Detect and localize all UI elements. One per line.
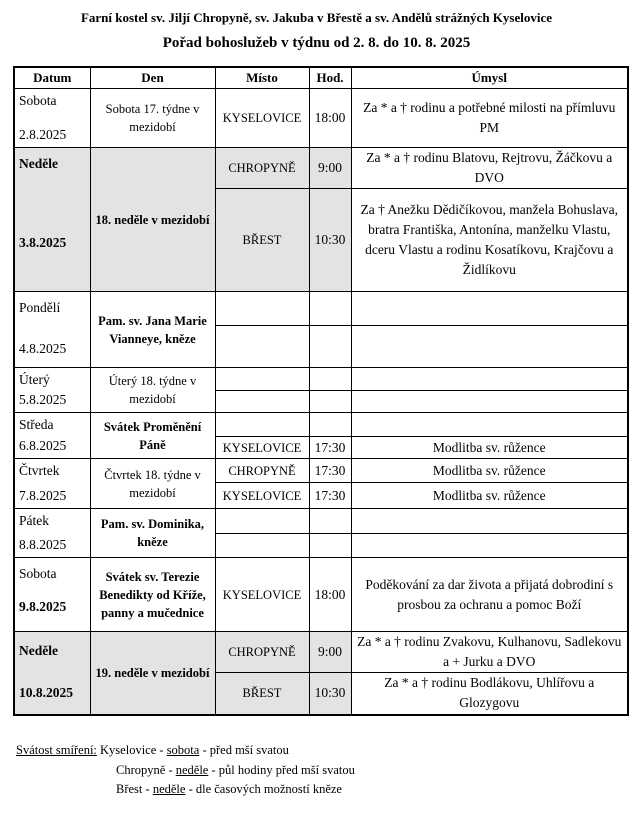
liturgical-day: Pam. sv. Dominika, kněze — [90, 509, 215, 558]
liturgical-day: Pam. sv. Jana Marie Vianneye, kněze — [90, 292, 215, 368]
confession-note-line3 — [116, 782, 342, 797]
date: 3.8.2025 — [19, 235, 67, 250]
intention: Modlitba sv. růžence — [351, 459, 628, 483]
liturgical-day: 19. neděle v mezidobí — [90, 632, 215, 715]
place: KYSELOVICE — [215, 437, 309, 459]
confession-day: neděle — [152, 782, 186, 796]
col-header-misto: Místo — [215, 67, 309, 89]
place: CHROPYNĚ — [215, 459, 309, 483]
intention: Modlitba sv. růžence — [351, 437, 628, 459]
intention: Za † Anežku Dědičíkovou, manžela Bohuslava, bratra Františka, Antonína, manželku Vlastu, dceru Vlastu a rodinu Kosatíkovu, Krajčovu a Židlíkovu — [351, 189, 628, 292]
intention: Poděkování za dar života a přijatá dobrodiní s prosbou za ochranu a pomoc Boží — [351, 558, 628, 632]
confession-place: Břest — [116, 782, 143, 796]
intention — [351, 292, 628, 326]
place — [215, 391, 309, 413]
date-cell — [14, 459, 90, 509]
confession-time: - dle časových možností kněze — [185, 782, 342, 796]
place: BŘEST — [215, 189, 309, 292]
time — [309, 292, 351, 326]
table-row — [14, 148, 628, 189]
day-name: Úterý — [19, 372, 50, 387]
table-row — [14, 509, 628, 534]
date-cell — [14, 89, 90, 148]
col-header-den: Den — [90, 67, 215, 89]
intention — [351, 509, 628, 534]
day-name: Sobota — [19, 93, 57, 108]
confession-day: sobota — [166, 743, 200, 757]
time — [309, 391, 351, 413]
table-row — [14, 368, 628, 391]
time: 18:00 — [309, 558, 351, 632]
time: 17:30 — [309, 459, 351, 483]
date-cell — [14, 368, 90, 413]
intention — [351, 326, 628, 368]
day-name: Neděle — [19, 156, 58, 171]
time: 10:30 — [309, 189, 351, 292]
table-row — [14, 632, 628, 673]
liturgical-day: Úterý 18. týdne v mezidobí — [90, 368, 215, 413]
date: 9.8.2025 — [19, 599, 67, 614]
date: 5.8.2025 — [19, 392, 67, 407]
place — [215, 509, 309, 534]
intention — [351, 368, 628, 391]
intention — [351, 534, 628, 558]
confession-place: Chropyně — [116, 763, 166, 777]
date: 6.8.2025 — [19, 438, 67, 453]
confession-time: - půl hodiny před mší svatou — [208, 763, 355, 777]
table-row — [14, 558, 628, 632]
date: 2.8.2025 — [19, 127, 67, 142]
place: KYSELOVICE — [215, 89, 309, 148]
liturgical-day: Sobota 17. týdne v mezidobí — [90, 89, 215, 148]
time: 18:00 — [309, 89, 351, 148]
schedule-title: Pořad bohoslužeb v týdnu od 2. 8. do 10. 8. 2025 — [162, 35, 471, 51]
separator: - — [156, 743, 167, 757]
intention: Za * a † rodinu Blatovu, Rejtrovu, Žáčkovu a DVO — [351, 148, 628, 189]
separator: - — [165, 763, 176, 777]
intention: Za * a † rodinu Bodlákovu, Uhlířovu a Glozygovu — [351, 673, 628, 715]
place: CHROPYNĚ — [215, 148, 309, 189]
date: 10.8.2025 — [19, 684, 73, 700]
table-row — [14, 413, 628, 437]
col-header-umysl: Úmysl — [351, 67, 628, 89]
place — [215, 534, 309, 558]
day-name: Pátek — [19, 513, 49, 528]
date: 7.8.2025 — [19, 488, 67, 503]
intention — [351, 413, 628, 437]
table-row — [14, 459, 628, 483]
place: KYSELOVICE — [215, 558, 309, 632]
place: KYSELOVICE — [215, 483, 309, 509]
time — [309, 413, 351, 437]
confession-note-line1 — [16, 743, 289, 758]
day-name: Neděle — [19, 643, 58, 658]
time — [309, 326, 351, 368]
time — [309, 368, 351, 391]
date-cell — [14, 148, 90, 292]
intention: Za * a † rodinu Zvakovu, Kulhanovu, Sadlekovu a + Jurku a DVO — [351, 632, 628, 673]
col-header-datum: Datum — [14, 67, 90, 89]
table-header-row — [14, 67, 628, 89]
place — [215, 326, 309, 368]
separator: - — [142, 782, 153, 796]
time: 9:00 — [309, 632, 351, 673]
date-cell — [14, 413, 90, 459]
date: 4.8.2025 — [19, 341, 67, 356]
time — [309, 509, 351, 534]
intention — [351, 391, 628, 413]
day-name: Pondělí — [19, 300, 61, 315]
place — [215, 368, 309, 391]
date-cell — [14, 558, 90, 632]
date-cell — [14, 632, 90, 715]
confession-time: - před mší svatou — [199, 743, 289, 757]
confession-note-line2 — [116, 763, 355, 778]
place — [215, 413, 309, 437]
place: BŘEST — [215, 673, 309, 715]
table-row — [14, 292, 628, 326]
time — [309, 534, 351, 558]
day-name: Sobota — [19, 566, 57, 581]
liturgical-day: Čtvrtek 18. týdne v mezidobí — [90, 459, 215, 509]
time: 10:30 — [309, 673, 351, 715]
confession-place: Kyselovice — [100, 743, 157, 757]
date-cell — [14, 292, 90, 368]
date: 8.8.2025 — [19, 537, 67, 552]
liturgical-day: Svátek sv. Terezie Benedikty od Kříže, panny a mučednice — [90, 558, 215, 632]
day-name: Středa — [19, 417, 54, 432]
confession-label: Svátost smíření: — [16, 743, 97, 757]
liturgical-day: Svátek Proměnění Páně — [90, 413, 215, 459]
time: 17:30 — [309, 437, 351, 459]
table-row — [14, 89, 628, 148]
time: 17:30 — [309, 483, 351, 509]
liturgical-day: 18. neděle v mezidobí — [90, 148, 215, 292]
intention: Modlitba sv. růžence — [351, 483, 628, 509]
parish-title: Farní kostel sv. Jiljí Chropyně, sv. Jakuba v Břestě a sv. Andělů strážných Kyselovice — [80, 10, 553, 25]
day-name: Čtvrtek — [19, 463, 60, 478]
confession-day: neděle — [175, 763, 209, 777]
date-cell — [14, 509, 90, 558]
time: 9:00 — [309, 148, 351, 189]
place — [215, 292, 309, 326]
schedule-table — [13, 66, 629, 716]
intention: Za * a † rodinu a potřebné milosti na přímluvu PM — [351, 89, 628, 148]
place: CHROPYNĚ — [215, 632, 309, 673]
col-header-hod: Hod. — [309, 67, 351, 89]
